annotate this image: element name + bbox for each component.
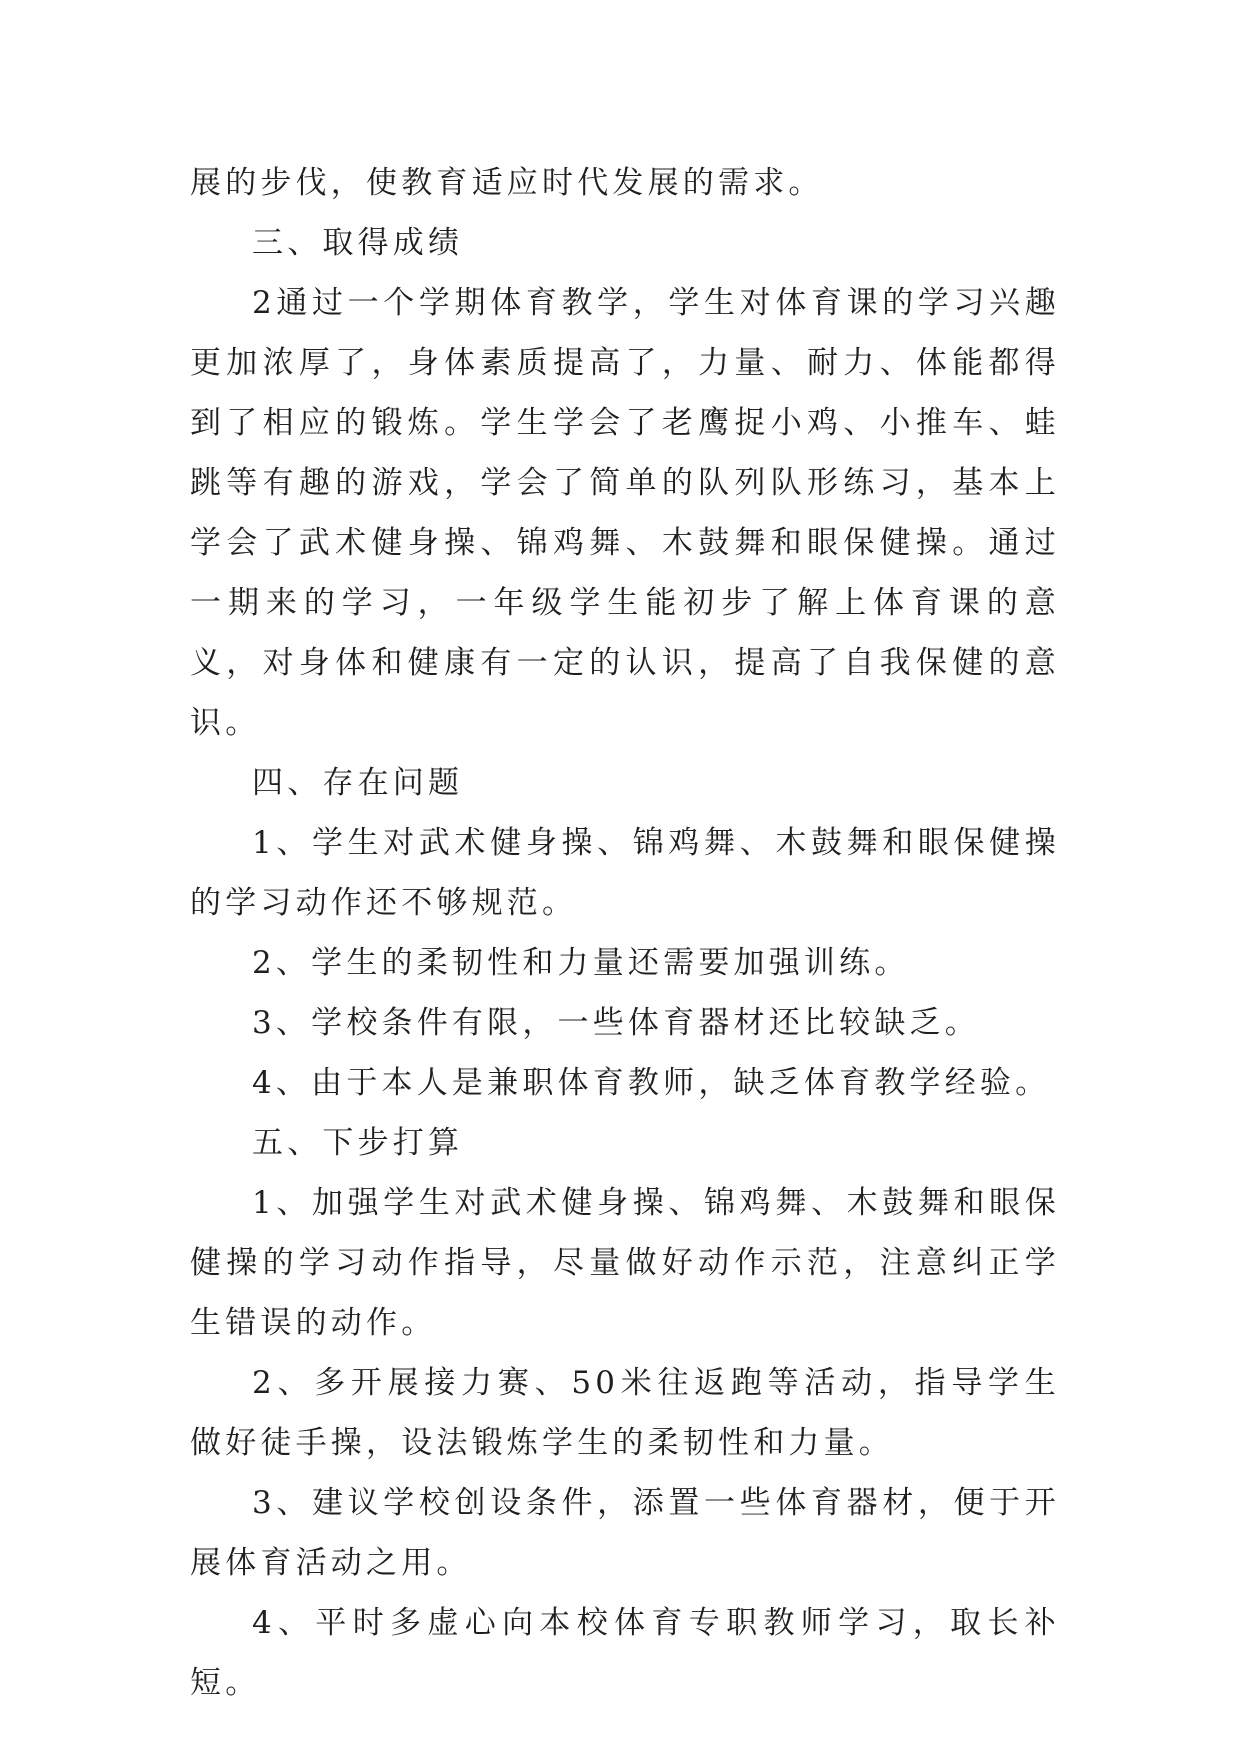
document-body xyxy=(190,153,1060,1713)
problem-item-2: 2、学生的柔韧性和力量还需要加强训练。 xyxy=(252,945,910,981)
paragraph-achievements: 2通过一个学期体育教学，学生对体育课的学习兴趣更加浓厚了，身体素质提高了，力量、耐力、体能都得到了相应的锻炼。学生学会了老鹰捉小鸡、小推车、蛙跳等有趣的游戏，学会了简单的队列队形练习，基本上学会了武术健身操、锦鸡舞、木鼓舞和眼保健操。通过一期来的学习，一年级学生能初步了解上体育课的意义，对身体和健康有一定的认识，提高了自我保健的意识。 xyxy=(190,285,1060,741)
plan-item-2: 2、多开展接力赛、50米往返跑等活动，指导学生做好徒手操，设法锻炼学生的柔韧性和力量。 xyxy=(190,1365,1060,1461)
section-heading-plans: 五、下步打算 xyxy=(252,1125,464,1161)
plan-item-4: 4、平时多虚心向本校体育专职教师学习，取长补短。 xyxy=(190,1605,1060,1701)
plan-item-1: 1、加强学生对武术健身操、锦鸡舞、木鼓舞和眼保健操的学习动作指导，尽量做好动作示范，注意纠正学生错误的动作。 xyxy=(190,1185,1060,1341)
problem-item-3: 3、学校条件有限，一些体育器材还比较缺乏。 xyxy=(252,1005,980,1041)
problem-item-4: 4、由于本人是兼职体育教师，缺乏体育教学经验。 xyxy=(252,1065,1051,1101)
paragraph-continuation: 展的步伐，使教育适应时代发展的需求。 xyxy=(190,165,824,201)
section-heading-achievements: 三、取得成绩 xyxy=(252,225,464,261)
section-heading-problems: 四、存在问题 xyxy=(252,765,464,801)
problem-item-1: 1、学生对武术健身操、锦鸡舞、木鼓舞和眼保健操的学习动作还不够规范。 xyxy=(190,825,1060,921)
plan-item-3: 3、建议学校创设条件，添置一些体育器材，便于开展体育活动之用。 xyxy=(190,1485,1060,1581)
